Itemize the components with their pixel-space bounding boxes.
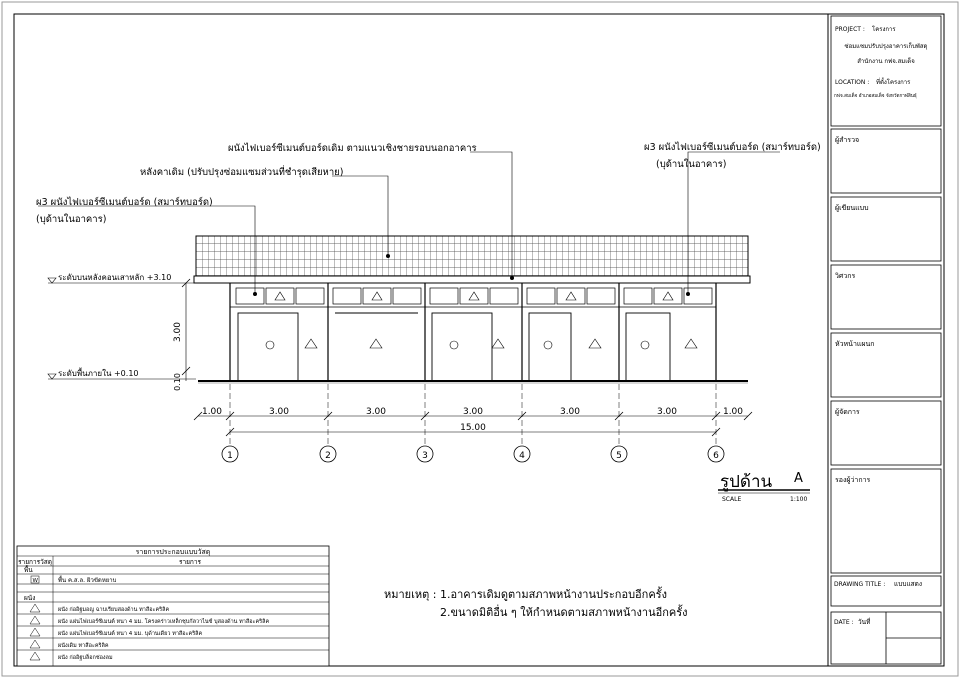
date-label: DATE : (834, 619, 854, 626)
roof-tiles (196, 236, 748, 276)
legend-row: ผนัง ก่ออิฐมอญ ฉาบเรียบสองด้าน ทาสีอะคริลิค (58, 607, 170, 613)
location-value: ที่ตั้งโครงการ (876, 79, 911, 86)
legend-row: ผนังเดิม ทาสีอะคริลิค (58, 643, 109, 649)
dim-bay: 3.00 (559, 407, 581, 417)
drawing-title-value: แบบแสดง (894, 580, 922, 588)
drawing-title-label: DRAWING TITLE : (834, 581, 886, 588)
legend-row: ผนัง ก่ออิฐบล็อกช่องลม (58, 655, 113, 661)
grid-label: 5 (616, 451, 622, 461)
callout-right-line2: (บุด้านในอาคาร) (656, 159, 727, 170)
designer-label: ผู้เขียนแบบ (835, 204, 869, 212)
date-value: วันที่ (858, 618, 871, 626)
dim-bay: 3.00 (268, 407, 290, 417)
notes-label: หมายเหตุ : (384, 588, 437, 601)
height-dimension: 3.00 (173, 321, 183, 343)
location-line2: กฟจ.สมเด็จ อำเภอสมเด็จ จังหวัดกาฬสินธุ์ (834, 94, 917, 99)
location-label: LOCATION : (835, 79, 870, 86)
dim-bay: 3.00 (462, 407, 484, 417)
legend-floor-code: W (32, 578, 38, 584)
legend-col1: รายการวัสดุ (18, 558, 52, 566)
grid-label: 3 (422, 451, 428, 461)
project-label: PROJECT : (835, 26, 865, 33)
dim-bay: 3.00 (365, 407, 387, 417)
legend-row: ผนัง แผ่นไฟเบอร์ซีเมนต์ หนา 4 มม. โครงคร่าวเหล็กชุบกัลวาไนซ์ บุสองด้าน ทาสีอะคริลิค (58, 619, 270, 625)
grid-label: 4 (519, 451, 525, 461)
elevation (194, 236, 750, 383)
legend-section-floor: พื้น (24, 566, 33, 574)
dim-bay: 3.00 (656, 407, 678, 417)
section-head-label: หัวหน้าแผนก (835, 340, 875, 348)
legend-section-wall: ผนัง (24, 594, 36, 602)
project-value: โครงการ (872, 26, 896, 33)
dim-total: 15.00 (460, 423, 486, 433)
note-line1: 1.อาคารเดิมดูตามสภาพหน้างานประกอบอีกครั้ง (440, 588, 667, 601)
manager-label: ผู้จัดการ (835, 408, 860, 416)
callout-left-line1: ผ3 ผนังไฟเบอร์ซีเมนต์บอร์ด (สมาร์ทบอร์ด) (36, 197, 213, 208)
callout-left-line2: (บุด้านในอาคาร) (36, 214, 107, 225)
base-dimension: 0.10 (173, 373, 182, 391)
note-line2: 2.ขนาดมิติอื่น ๆ ให้กำหนดตามสภาพหน้างานอีกครั้ง (440, 606, 688, 619)
deputy-governor-label: รองผู้ว่าการ (835, 476, 871, 484)
roof-fascia (194, 276, 750, 283)
legend-row: ผนัง แผ่นไฟเบอร์ซีเมนต์ หนา 4 มม. บุด้านเดียว ทาสีอะคริลิค (58, 631, 203, 637)
legend-col2: รายการ (178, 558, 202, 566)
elevation-mark: A (794, 471, 803, 486)
grid-label: 1 (227, 451, 233, 461)
callout-right-line1: ผ3 ผนังไฟเบอร์ซีเมนต์บอร์ด (สมาร์ทบอร์ด) (644, 142, 821, 153)
surveyor-label: ผู้สำรวจ (835, 136, 860, 144)
callout-existing-roof: หลังคาเดิม (ปรับปรุงซ่อมแซมส่วนที่ชำรุดเสียหาย) (140, 167, 344, 178)
elevation-title: รูปด้าน (720, 472, 773, 492)
grid-label: 2 (325, 451, 331, 461)
scale-value: 1:100 (790, 496, 808, 503)
grid-label: 6 (713, 451, 719, 461)
dim-left: 1.00 (201, 407, 223, 417)
level-floor-label: ระดับพื้นภายใน +0.10 (58, 369, 139, 378)
vertical-dimension (182, 279, 190, 381)
engineer-label: วิศวกร (835, 272, 856, 280)
project-line2: ซ่อมแซมปรับปรุงอาคารเก็บพัสดุ (844, 43, 928, 50)
callout-existing-wall: ผนังไฟเบอร์ซีเมนต์บอร์ดเดิม ตามแนวเชิงชายรอบนอกอาคาร (228, 143, 477, 154)
project-line3: สำนักงาน กฟจ.สมเด็จ (857, 58, 915, 65)
level-beam-label: ระดับบนหลังคอนเสาหลัก +3.10 (58, 273, 172, 282)
legend-floor-desc: พื้น ค.ส.ล. ผิวขัดหยาบ (58, 577, 117, 584)
scale-label: SCALE (722, 496, 742, 503)
dim-right: 1.00 (722, 407, 744, 417)
legend-title: รายการประกอบแบบวัสดุ (135, 548, 211, 556)
